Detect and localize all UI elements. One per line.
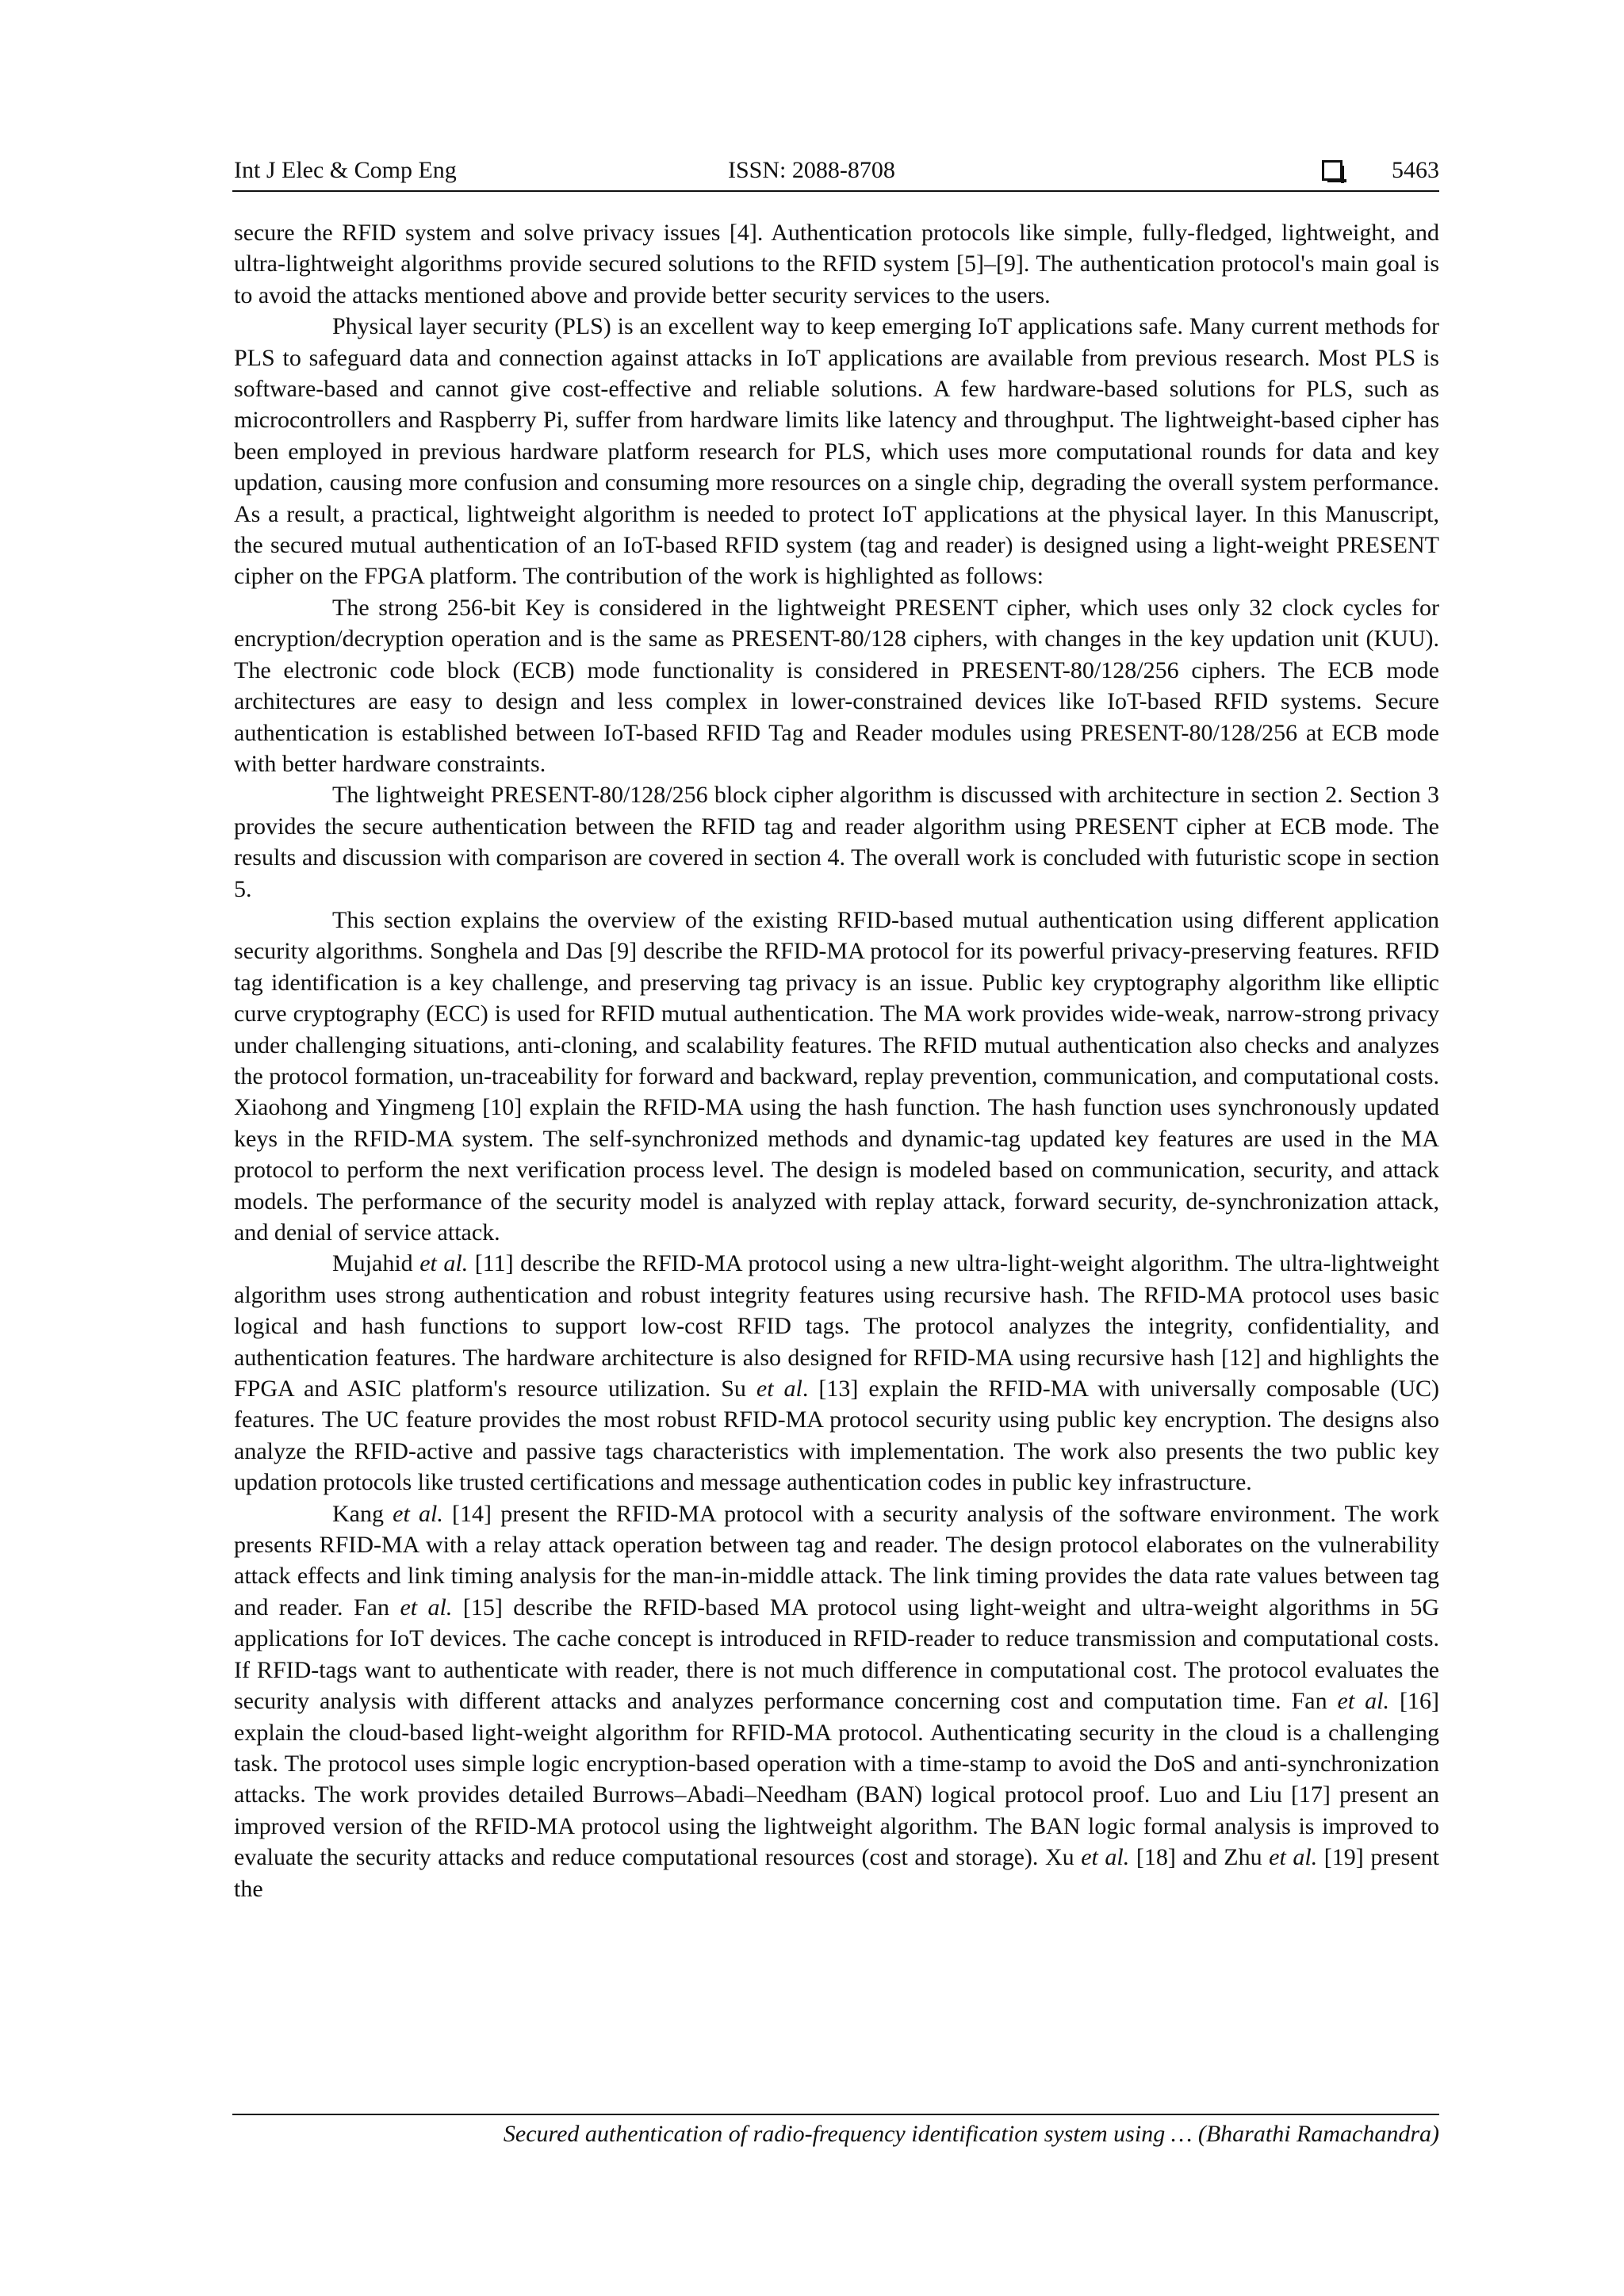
italic-text: et al.	[1269, 1844, 1318, 1871]
body-text	[234, 217, 1439, 1904]
header-rule	[232, 190, 1439, 192]
body-paragraph	[234, 217, 1439, 311]
body-paragraph	[234, 779, 1439, 905]
paragraph-text: [14] present the RFID-MA protocol with a security analysis of the software environment. The work presents RFID-MA with a relay attack operation between tag and reader. The design protocol elaborates on the vulnerability attack effects and link timing analysis for the man-in-middle attack. The link timing provides the data rate values between tag and reader. Fan	[234, 1500, 1439, 1621]
paragraph-text: The strong 256-bit Key is considered in the lightweight PRESENT cipher, which uses only 32 clock cycles for encryption/decryption operation and is the same as PRESENT-80/128 ciphers, with changes in the key updation unit (KUU). The electronic code block (ECB) mode functionality is considered in PRESENT-80/128/256 ciphers. The ECB mode architectures are easy to design and less complex in lower-constrained devices like IoT-based RFID systems. Secure authentication is established between IoT-based RFID Tag and Reader modules using PRESENT-80/128/256 at ECB mode with better hardware constraints.	[234, 594, 1439, 777]
body-paragraph	[234, 905, 1439, 1248]
body-paragraph	[234, 1248, 1439, 1498]
footer-rule	[232, 2114, 1439, 2115]
italic-text: et al.	[400, 1594, 453, 1621]
running-footer: Secured authentication of radio-frequency identification system using … (Bharathi Ramachandra)	[503, 2121, 1439, 2147]
paragraph-text: This section explains the overview of the existing RFID-based mutual authentication using different application security algorithms. Songhela and Das [9] describe the RFID-MA protocol for its powerful privacy-preserving features. RFID tag identification is a key challenge, and preserving tag privacy is an issue. Public key cryptography algorithm like elliptic curve cryptography (ECC) is used for RFID mutual authentication. The MA work provides wide-weak, narrow-strong privacy under challenging situations, anti-cloning, and scalability features. The RFID mutual authentication also checks and analyzes the protocol formation, un-traceability for forward and backward, replay prevention, communication, and computational costs. Xiaohong and Yingmeng [10] explain the RFID-MA using the hash function. The hash function uses synchronously updated keys in the RFID-MA system. The self-synchronized methods and dynamic-tag updated key features are used in the MA protocol to perform the next verification process level. The design is modeled based on communication, security, and attack models. The performance of the security model is analyzed with replay attack, forward security, de-synchronization attack, and denial of service attack.	[234, 906, 1439, 1246]
paragraph-text: Mujahid	[332, 1250, 420, 1277]
italic-text: et al	[756, 1376, 802, 1402]
body-paragraph	[234, 311, 1439, 592]
italic-text: et al.	[393, 1500, 443, 1527]
paragraph-text: Physical layer security (PLS) is an excellent way to keep emerging IoT applications safe. Many current methods for PLS to safeguard data and connection against attacks in IoT applications are available from previous research. Most PLS is software-based and cannot give cost-effective and reliable solutions. A few hardware-based solutions for PLS, such as microcontrollers and Raspberry Pi, suffer from hardware limits like latency and throughput. The lightweight-based cipher has been employed in previous hardware platform research for PLS, which uses more computational rounds for data and key updation, causing more confusion and consuming more resources on a single chip, degrading the overall system performance. As a result, a practical, lightweight algorithm is needed to protect IoT applications at the physical layer. In this Manuscript, the secured mutual authentication of an IoT-based RFID system (tag and reader) is designed using a light-weight PRESENT cipher on the FPGA platform. The contribution of the work is highlighted as follows:	[234, 313, 1439, 590]
paragraph-text: [11] describe the RFID-MA protocol using a new ultra-light-weight algorithm. The ultra-lightweight algorithm uses strong authentication and robust integrity features using recursive hash. The RFID-MA protocol uses basic logical and hash functions to support low-cost RFID tags. The protocol analyzes the integrity, confidentiality, and authentication features. The hardware architecture is also designed for RFID-MA using recursive hash [12] and highlights the FPGA and ASIC platform's resource utilization. Su	[234, 1250, 1439, 1402]
paragraph-text: . [13] explain the RFID-MA with universally composable (UC) features. The UC feature provides the most robust RFID-MA protocol security using public key encryption. The designs also analyze the RFID-active and passive tags characteristics with implementation. The work also presents the two public key updation protocols like trusted certifications and message authentication codes in public key infrastructure.	[234, 1376, 1439, 1496]
paragraph-text: [18] and Zhu	[1129, 1844, 1270, 1871]
italic-text: et al.	[1081, 1844, 1130, 1871]
paragraph-text: [15] describe the RFID-based MA protocol using light-weight and ultra-weight algorithms in 5G applications for IoT devices. The cache concept is introduced in RFID-reader to reduce transmission and computational costs. If RFID-tags want to authenticate with reader, there is not much difference in computational cost. The protocol evaluates the security analysis with different attacks and analyzes performance concerning cost and computation time. Fan	[234, 1594, 1439, 1715]
paragraph-text: Kang	[332, 1500, 393, 1527]
body-paragraph	[234, 592, 1439, 779]
body-paragraph	[234, 1498, 1439, 1904]
paragraph-text: [19] present the	[234, 1844, 1439, 1902]
italic-text: et al.	[1337, 1688, 1390, 1715]
journal-name: Int J Elec & Comp Eng	[234, 157, 457, 183]
running-header	[234, 155, 1439, 190]
paragraph-text: secure the RFID system and solve privacy issues [4]. Authentication protocols like simple, fully-fledged, lightweight, and ultra-lightweight algorithms provide secured solutions to the RFID system [5]–[9]. The authentication protocol's main goal is to avoid the attacks mentioned above and provide better security services to the users.	[234, 220, 1439, 308]
paragraph-text: [16] explain the cloud-based light-weight algorithm for RFID-MA protocol. Authenticating security in the cloud is a challenging task. The protocol uses simple logic encryption-based operation with a time-stamp to avoid the DoS and anti-synchronization attacks. The work provides detailed Burrows–Abadi–Needham (BAN) logical protocol proof. Luo and Liu [17] present an improved version of the RFID-MA protocol using the lightweight algorithm. The BAN logic formal analysis is improved to evaluate the security attacks and reduce computational resources (cost and storage). Xu	[234, 1688, 1439, 1871]
italic-text: et al.	[419, 1250, 469, 1277]
checkbox-square-icon	[1322, 160, 1342, 181]
page-number: 5463	[1392, 157, 1439, 183]
issn-label: ISSN: 2088-8708	[728, 157, 895, 183]
paragraph-text: The lightweight PRESENT-80/128/256 block cipher algorithm is discussed with architecture in section 2. Section 3 provides the secure authentication between the RFID tag and reader algorithm using PRESENT cipher at ECB mode. The results and discussion with comparison are covered in section 4. The overall work is concluded with futuristic scope in section 5.	[234, 782, 1439, 902]
